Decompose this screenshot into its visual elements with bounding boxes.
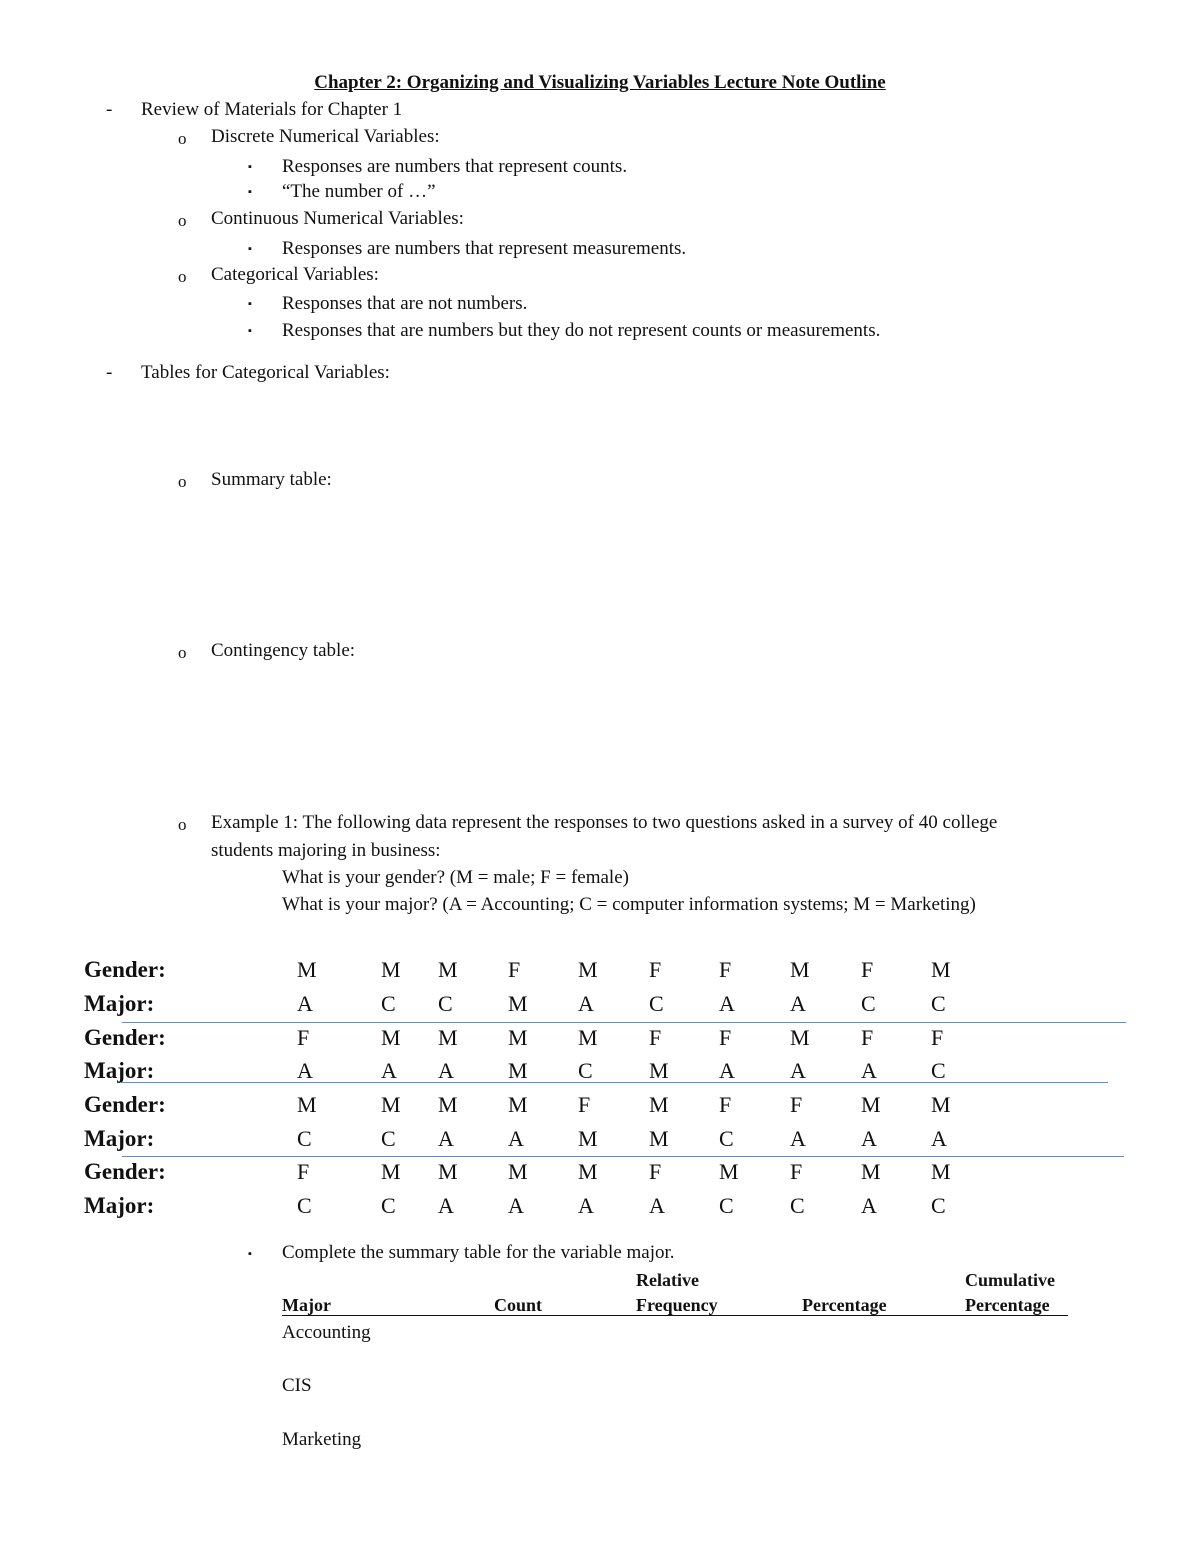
rule-line	[120, 1082, 1108, 1083]
gender-question: What is your gender? (M = male; F = female)	[282, 867, 629, 888]
gender-row-label: Gender:	[84, 1025, 166, 1050]
major-cell: C	[297, 1193, 312, 1218]
gender-cell: F	[861, 1025, 874, 1050]
gender-cell: M	[381, 1025, 401, 1050]
contingency-table-label: Contingency table:	[211, 640, 356, 661]
gender-cell: M	[931, 957, 951, 982]
circle-bullet: o	[178, 815, 187, 834]
square-bullet: ▪	[248, 325, 252, 337]
gender-cell: F	[578, 1092, 591, 1117]
gender-cell: M	[861, 1159, 881, 1184]
gender-cell: M	[438, 957, 458, 982]
major-cell: C	[381, 1126, 396, 1151]
major-cell: A	[790, 1058, 806, 1083]
gender-cell: F	[649, 957, 662, 982]
major-cell: C	[931, 1058, 946, 1083]
discrete-item-1: Responses are numbers that represent counts.	[282, 156, 628, 177]
categorical-item-2: Responses that are numbers but they do not represent counts or measurements.	[282, 320, 881, 341]
gender-cell: M	[578, 1159, 598, 1184]
gender-cell: M	[649, 1092, 669, 1117]
discrete-item-2: “The number of …”	[282, 181, 436, 202]
major-cell: C	[649, 991, 664, 1016]
header-major: Major	[282, 1295, 331, 1315]
square-bullet: ▪	[248, 243, 252, 255]
major-cell: A	[508, 1126, 524, 1151]
major-cell: C	[578, 1058, 593, 1083]
major-cell: C	[931, 991, 946, 1016]
major-cell: C	[719, 1193, 734, 1218]
circle-bullet: o	[178, 211, 187, 230]
gender-row-label: Gender:	[84, 1159, 166, 1184]
major-question: What is your major? (A = Accounting; C = computer information systems; M = Marketing)	[282, 894, 976, 915]
gender-cell: M	[297, 1092, 317, 1117]
circle-bullet: o	[178, 267, 187, 286]
example-line-2: students majoring in business:	[211, 840, 441, 861]
gender-cell: M	[438, 1092, 458, 1117]
categorical-label: Categorical Variables:	[211, 264, 379, 285]
gender-cell: M	[297, 957, 317, 982]
major-cell: A	[861, 1193, 877, 1218]
gender-cell: F	[719, 1025, 732, 1050]
major-cell: A	[438, 1193, 454, 1218]
major-cell: M	[578, 1126, 598, 1151]
gender-row-label: Gender:	[84, 1092, 166, 1117]
circle-bullet: o	[178, 472, 187, 491]
gender-cell: M	[790, 1025, 810, 1050]
major-cell: A	[438, 1058, 454, 1083]
gender-cell: M	[719, 1159, 739, 1184]
continuous-label: Continuous Numerical Variables:	[211, 208, 464, 229]
major-cell: A	[861, 1058, 877, 1083]
header-cumulative: Cumulative	[965, 1270, 1055, 1290]
major-cell: C	[790, 1193, 805, 1218]
major-cell: C	[719, 1126, 734, 1151]
major-cell: C	[297, 1126, 312, 1151]
header-cumulative-percentage: Percentage	[965, 1295, 1050, 1315]
major-cell: A	[438, 1126, 454, 1151]
major-cell: M	[649, 1126, 669, 1151]
major-cell: A	[578, 1193, 594, 1218]
row-accounting: Accounting	[282, 1322, 371, 1343]
gender-cell: M	[861, 1092, 881, 1117]
major-row-label: Major:	[84, 1058, 155, 1083]
gender-cell: M	[578, 1025, 598, 1050]
gender-cell: M	[438, 1159, 458, 1184]
major-cell: A	[861, 1126, 877, 1151]
major-cell: A	[790, 1126, 806, 1151]
circle-bullet: o	[178, 129, 187, 148]
summary-instruction: Complete the summary table for the variable major.	[282, 1242, 675, 1263]
gender-cell: M	[381, 1092, 401, 1117]
review-heading: Review of Materials for Chapter 1	[141, 99, 403, 120]
major-cell: A	[790, 991, 806, 1016]
row-marketing: Marketing	[282, 1429, 362, 1450]
gender-cell: M	[931, 1092, 951, 1117]
gender-cell: M	[381, 1159, 401, 1184]
gender-cell: M	[508, 1092, 528, 1117]
header-count: Count	[494, 1295, 543, 1315]
major-cell: A	[297, 1058, 313, 1083]
major-cell: A	[381, 1058, 397, 1083]
discrete-label: Discrete Numerical Variables:	[211, 126, 440, 147]
major-cell: C	[861, 991, 876, 1016]
major-cell: A	[508, 1193, 524, 1218]
header-relative: Relative	[636, 1270, 699, 1290]
major-cell: C	[381, 1193, 396, 1218]
gender-cell: M	[790, 957, 810, 982]
gender-cell: F	[297, 1159, 310, 1184]
header-percentage: Percentage	[802, 1295, 887, 1315]
example-line-1: Example 1: The following data represent the responses to two questions asked in a survey of 40 college	[211, 812, 998, 833]
square-bullet: ▪	[248, 161, 252, 173]
gender-cell: F	[649, 1159, 662, 1184]
gender-cell: M	[438, 1025, 458, 1050]
gender-cell: M	[508, 1159, 528, 1184]
gender-cell: F	[931, 1025, 944, 1050]
major-cell: C	[438, 991, 453, 1016]
gender-cell: F	[790, 1159, 803, 1184]
gender-cell: F	[719, 957, 732, 982]
gender-cell: M	[508, 1025, 528, 1050]
major-cell: A	[719, 991, 735, 1016]
gender-cell: F	[719, 1092, 732, 1117]
rule-line	[122, 1022, 1126, 1023]
major-cell: A	[931, 1126, 947, 1151]
row-cis: CIS	[282, 1375, 312, 1396]
major-cell: M	[508, 991, 528, 1016]
square-bullet: ▪	[248, 298, 252, 310]
major-cell: M	[649, 1058, 669, 1083]
gender-cell: F	[790, 1092, 803, 1117]
rule-line	[122, 1156, 1124, 1157]
continuous-item-1: Responses are numbers that represent measurements.	[282, 238, 687, 259]
gender-cell: F	[508, 957, 521, 982]
summary-table-label: Summary table:	[211, 469, 332, 490]
gender-cell: F	[861, 957, 874, 982]
page-title: Chapter 2: Organizing and Visualizing Variables Lecture Note Outline	[314, 72, 886, 93]
gender-row-label: Gender:	[84, 957, 166, 982]
gender-cell: M	[578, 957, 598, 982]
gender-cell: F	[649, 1025, 662, 1050]
major-cell: A	[649, 1193, 665, 1218]
major-cell: C	[381, 991, 396, 1016]
major-cell: A	[297, 991, 313, 1016]
gender-cell: M	[931, 1159, 951, 1184]
major-cell: A	[578, 991, 594, 1016]
major-cell: C	[931, 1193, 946, 1218]
major-row-label: Major:	[84, 1126, 155, 1151]
dash-bullet: -	[106, 362, 113, 383]
major-row-label: Major:	[84, 991, 155, 1016]
header-frequency: Frequency	[636, 1295, 718, 1315]
circle-bullet: o	[178, 643, 187, 662]
gender-cell: F	[297, 1025, 310, 1050]
categorical-item-1: Responses that are not numbers.	[282, 293, 528, 314]
dash-bullet: -	[106, 99, 113, 120]
square-bullet: ▪	[248, 186, 252, 198]
tables-heading: Tables for Categorical Variables:	[141, 362, 390, 383]
major-row-label: Major:	[84, 1193, 155, 1218]
square-bullet: ▪	[248, 1248, 252, 1260]
gender-cell: M	[381, 957, 401, 982]
major-cell: A	[719, 1058, 735, 1083]
major-cell: M	[508, 1058, 528, 1083]
